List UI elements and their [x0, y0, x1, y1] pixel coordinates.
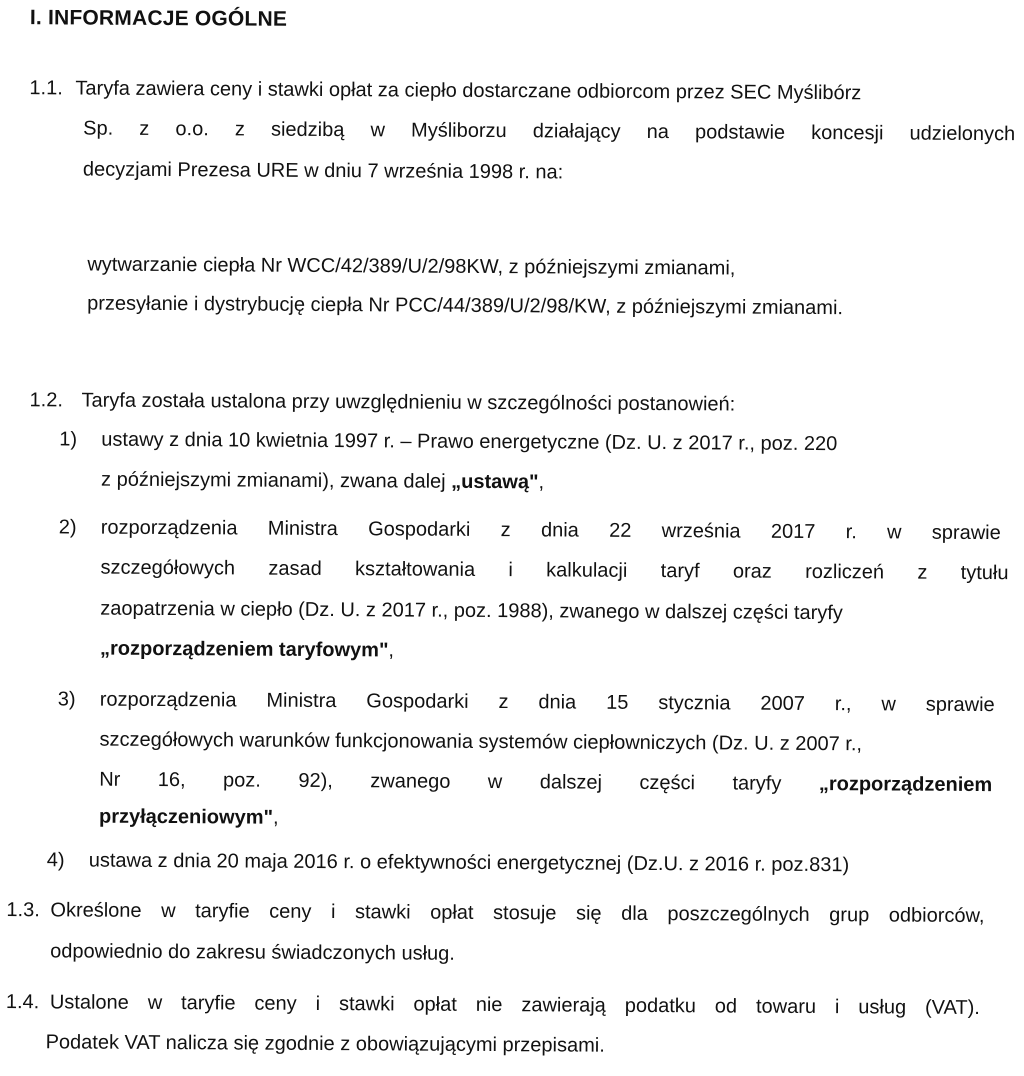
list-item-1-number: 1): [59, 428, 78, 451]
list-item-2-line-1: rozporządzenia Ministra Gospodarki z dnia 22 września 2017 r. w sprawie: [100, 516, 1001, 545]
list-item-3-number: 3): [57, 688, 76, 711]
list-item-1-line-1: ustawy z dnia 10 kwietnia 1997 r. – Prawo energetyczne (Dz. U. z 2017 r., poz. 220: [101, 428, 838, 456]
defined-term-rozporzadzenie-przylaczeniowe: „rozporządzeniem: [818, 773, 993, 797]
license-item-transmission: przesyłanie i dystrybucję ciepła Nr PCC/44/389/U/2/98/KW, z późniejszymi zmianami.: [87, 292, 844, 320]
section-1-2-intro: Taryfa została ustalona przy uwzględnieniu w szczególności postanowień:: [81, 389, 736, 416]
list-item-3-line-2: szczegółowych warunków funkcjonowania systemów ciepłowniczych (Dz. U. z 2007 r.,: [99, 728, 863, 756]
list-item-1-line-2: z późniejszymi zmianami), zwana dalej „ustawą",: [101, 468, 545, 494]
defined-term-rozporzadzenie-taryfowe: „rozporządzeniem taryfowym": [99, 637, 389, 662]
section-1-4-line-2: Podatek VAT nalicza się zgodnie z obowiązującymi przepisami.: [45, 1031, 605, 1057]
section-1-3-number: 1.3.: [6, 899, 40, 922]
list-item-2-line-4: „rozporządzeniem taryfowym",: [99, 637, 395, 662]
list-item-3-line-1: rozporządzenia Ministra Gospodarki z dnia 15 stycznia 2007 r., w sprawie: [99, 688, 995, 717]
section-title: I. INFORMACJE OGÓLNE: [29, 6, 288, 31]
section-1-4-number: 1.4.: [5, 991, 40, 1014]
list-item-4-number: 4): [46, 849, 65, 872]
section-1-3-line-1: Określone w taryfie ceny i stawki opłat stosuje się dla poszczególnych grup odbiorców,: [50, 899, 985, 928]
section-1-4-line-1: Ustalone w taryfie ceny i stawki opłat nie zawierają podatku od towaru i usług (VAT).: [49, 991, 980, 1020]
list-item-4-line-1: ustawa z dnia 20 maja 2016 r. o efektywności energetycznej (Dz.U. z 2016 r. poz.831): [88, 849, 850, 877]
section-1-1-line-3: decyzjami Prezesa URE w dniu 7 września 1998 r. na:: [82, 158, 564, 184]
list-item-2-number: 2): [58, 516, 77, 539]
defined-term-ustawa: „ustawą": [451, 470, 539, 494]
license-item-production: wytwarzanie ciepła Nr WCC/42/389/U/2/98KW, z późniejszymi zmianami,: [87, 253, 736, 280]
section-1-1-line-1: Taryfa zawiera ceny i stawki opłat za ciepło dostarczane odbiorcom przez SEC Myślibórz: [75, 77, 862, 105]
section-1-2-number: 1.2.: [29, 389, 63, 412]
section-1-3-line-2: odpowiednio do zakresu świadczonych usług.: [50, 940, 455, 965]
section-1-1-number: 1.1.: [29, 77, 63, 100]
list-item-3-line-3: Nr 16, poz. 92), zwanego w dalszej części taryfy „rozporządzeniem: [99, 768, 993, 797]
section-1-1-line-2: Sp. z o.o. z siedzibą w Myśliborzu działający na podstawie koncesji udzielonych: [83, 117, 1016, 146]
list-item-3-line-4: przyłączeniowym",: [98, 805, 279, 829]
list-item-2-line-2: szczegółowych zasad kształtowania i kalkulacji taryf oraz rozliczeń z tytułu: [100, 556, 1009, 585]
list-item-2-line-3: zaopatrzenia w ciepło (Dz. U. z 2017 r., poz. 1988), zwanego w dalszej części taryfy: [100, 597, 843, 625]
